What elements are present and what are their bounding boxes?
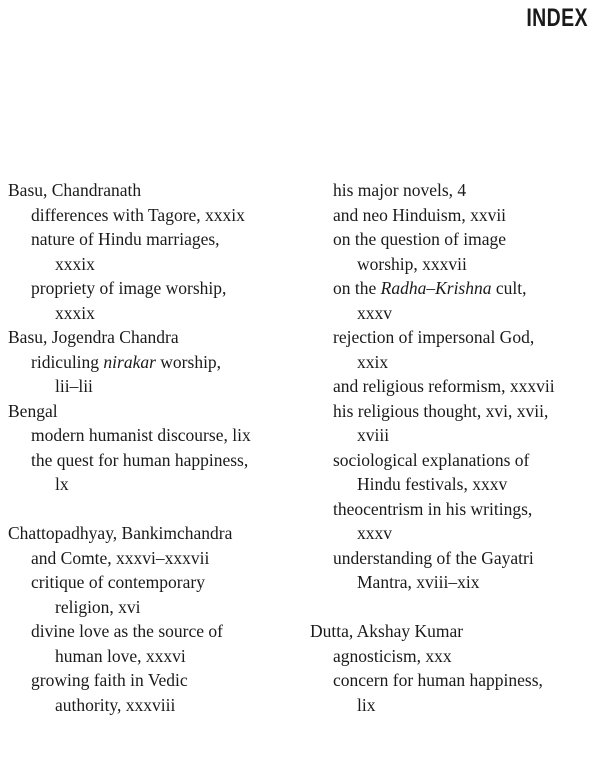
entry-italic-term: Radha–Krishna (380, 278, 492, 298)
index-subentry: differences with Tagore, xxxix (31, 204, 245, 225)
index-entry-continuation: xxix (357, 351, 389, 372)
index-entry-continuation: religion, xvi (55, 596, 141, 617)
index-subentry: his major novels, 4 (333, 180, 467, 200)
index-subentry: and Comte, xxxvi–xxxvii (31, 547, 210, 568)
index-entry-heading: Basu, Chandranath (8, 180, 142, 200)
entry-italic-term: nirakar (103, 351, 156, 372)
index-subentry (310, 276, 595, 301)
index-subentry: the quest for human happiness, (31, 449, 249, 470)
index-entry-continuation: xxxix (55, 302, 95, 323)
index-entry-heading: Bengal (8, 400, 58, 421)
page-heading: INDEX (526, 4, 588, 32)
index-subentry: critique of contemporary (31, 572, 205, 592)
entry-text: cult, (491, 278, 527, 298)
index-column-right (310, 178, 595, 717)
index-entry-continuation: xxxv (357, 523, 392, 543)
index-entry-continuation: xxxix (55, 253, 95, 274)
index-group-spacer (310, 595, 595, 620)
index-entry-continuation: worship, xxxvii (357, 253, 467, 274)
index-subentry: divine love as the source of (31, 621, 223, 641)
entry-text: ridiculing (31, 351, 104, 372)
index-group-spacer (8, 497, 298, 522)
index-entry-continuation: Hindu festivals, xxxv (357, 474, 508, 494)
index-entry-continuation: lii–lii (55, 376, 93, 396)
index-entry-continuation: Mantra, xviii–xix (357, 572, 480, 592)
entry-text: on the (333, 278, 381, 298)
index-subentry: rejection of impersonal God, (333, 327, 535, 347)
index-subentry: sociological explanations of (333, 449, 530, 470)
index-subentry: his religious thought, xvi, xvii, (333, 400, 549, 421)
index-entry-heading: Chattopadhyay, Bankimchandra (8, 523, 233, 543)
index-subentry (8, 350, 298, 375)
index-subentry: and religious reformism, xxxvii (333, 376, 555, 396)
index-entry-continuation: xxxv (357, 302, 392, 323)
index-subentry: theocentrism in his writings, (333, 498, 533, 519)
index-column-left (8, 178, 298, 717)
index-subentry: concern for human happiness, (333, 670, 543, 690)
index-subentry: and neo Hinduism, xxvii (333, 204, 507, 225)
index-subentry: modern humanist discourse, lix (31, 425, 251, 445)
index-subentry: on the question of image (333, 229, 507, 249)
entry-text: worship, (155, 351, 222, 372)
index-subentry: growing faith in Vedic (31, 670, 188, 690)
index-subentry: nature of Hindu marriages, (31, 229, 220, 249)
index-entry-continuation: authority, xxxviii (55, 694, 176, 715)
index-subentry: agnosticism, xxx (333, 645, 452, 666)
index-subentry: understanding of the Gayatri (333, 547, 534, 568)
index-entry-heading: Dutta, Akshay Kumar (310, 621, 464, 641)
index-entry-continuation: xviii (357, 425, 390, 445)
index-entry-continuation: lix (357, 694, 376, 715)
index-entry-continuation: lx (55, 474, 69, 494)
index-subentry: propriety of image worship, (31, 278, 227, 298)
index-entry-heading: Basu, Jogendra Chandra (8, 327, 179, 347)
index-entry-continuation: human love, xxxvi (55, 645, 186, 666)
